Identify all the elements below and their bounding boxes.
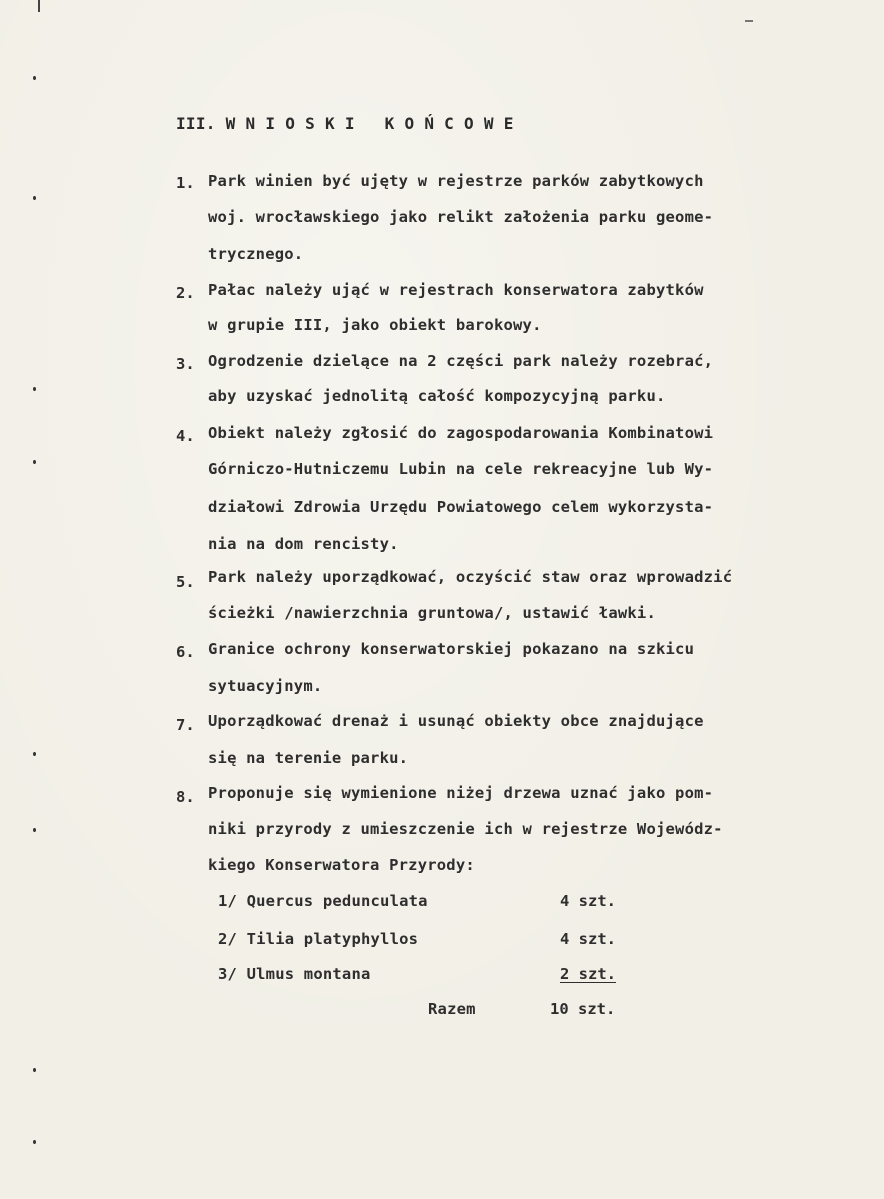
margin-dot: [33, 460, 36, 464]
item-line: woj. wrocławskiego jako relikt założenia parku geome-: [208, 208, 714, 226]
margin-dot: [33, 752, 36, 756]
margin-dot: [33, 196, 36, 200]
tree-quantity: 2 szt.: [560, 965, 616, 983]
margin-dot: [33, 1140, 36, 1144]
tree-quantity: 4 szt.: [560, 892, 616, 910]
item-line: Pałac należy ująć w rejestrach konserwatora zabytków: [208, 281, 704, 299]
item-line: niki przyrody z umieszczenie ich w rejestrze Wojewódz-: [208, 820, 723, 838]
item-line: ścieżki /nawierzchnia gruntowa/, ustawić ławki.: [208, 604, 656, 622]
item-line: sytuacyjnym.: [208, 677, 323, 695]
item-line: Uporządkować drenaż i usunąć obiekty obce znajdujące: [208, 712, 704, 730]
item-line: trycznego.: [208, 245, 304, 263]
tree-name: 2/ Tilia platyphyllos: [218, 930, 419, 948]
tree-quantity: 4 szt.: [560, 930, 616, 948]
item-number: 4.: [176, 427, 195, 445]
section-heading: III. W N I O S K I K O Ń C O W E: [176, 114, 514, 133]
top-margin-mark: [38, 0, 40, 12]
item-line: Proponuje się wymienione niżej drzewa uznać jako pom-: [208, 784, 714, 802]
item-number: 3.: [176, 355, 195, 373]
item-line: Park winien być ujęty w rejestrze parków zabytkowych: [208, 172, 704, 190]
item-number: 7.: [176, 716, 195, 734]
item-line: kiego Konserwatora Przyrody:: [208, 856, 475, 874]
corner-mark: [745, 20, 753, 22]
margin-dot: [33, 828, 36, 832]
item-line: się na terenie parku.: [208, 749, 409, 767]
item-number: 8.: [176, 788, 195, 806]
margin-dot: [33, 1068, 36, 1072]
item-number: 1.: [176, 174, 195, 192]
margin-dot: [33, 387, 36, 391]
tree-name: 3/ Ulmus montana: [218, 965, 371, 983]
item-line: Park należy uporządkować, oczyścić staw oraz wprowadzić: [208, 568, 733, 586]
total-label: Razem: [428, 1000, 476, 1018]
total-quantity: 10 szt.: [550, 1000, 616, 1018]
item-number: 2.: [176, 284, 195, 302]
item-line: Obiekt należy zgłosić do zagospodarowania Kombinatowi: [208, 424, 714, 442]
tree-name: 1/ Quercus pedunculata: [218, 892, 428, 910]
item-line: w grupie III, jako obiekt barokowy.: [208, 316, 542, 334]
item-line: Granice ochrony konserwatorskiej pokazano na szkicu: [208, 640, 695, 658]
margin-dot: [33, 76, 36, 80]
item-line: nia na dom rencisty.: [208, 535, 399, 553]
item-line: Ogrodzenie dzielące na 2 części park należy rozebrać,: [208, 352, 714, 370]
item-line: aby uzyskać jednolitą całość kompozycyjną parku.: [208, 387, 666, 405]
item-number: 6.: [176, 643, 195, 661]
item-line: Górniczo-Hutniczemu Lubin na cele rekreacyjne lub Wy-: [208, 460, 714, 478]
item-number: 5.: [176, 573, 195, 591]
item-line: działowi Zdrowia Urzędu Powiatowego celem wykorzysta-: [208, 498, 714, 516]
